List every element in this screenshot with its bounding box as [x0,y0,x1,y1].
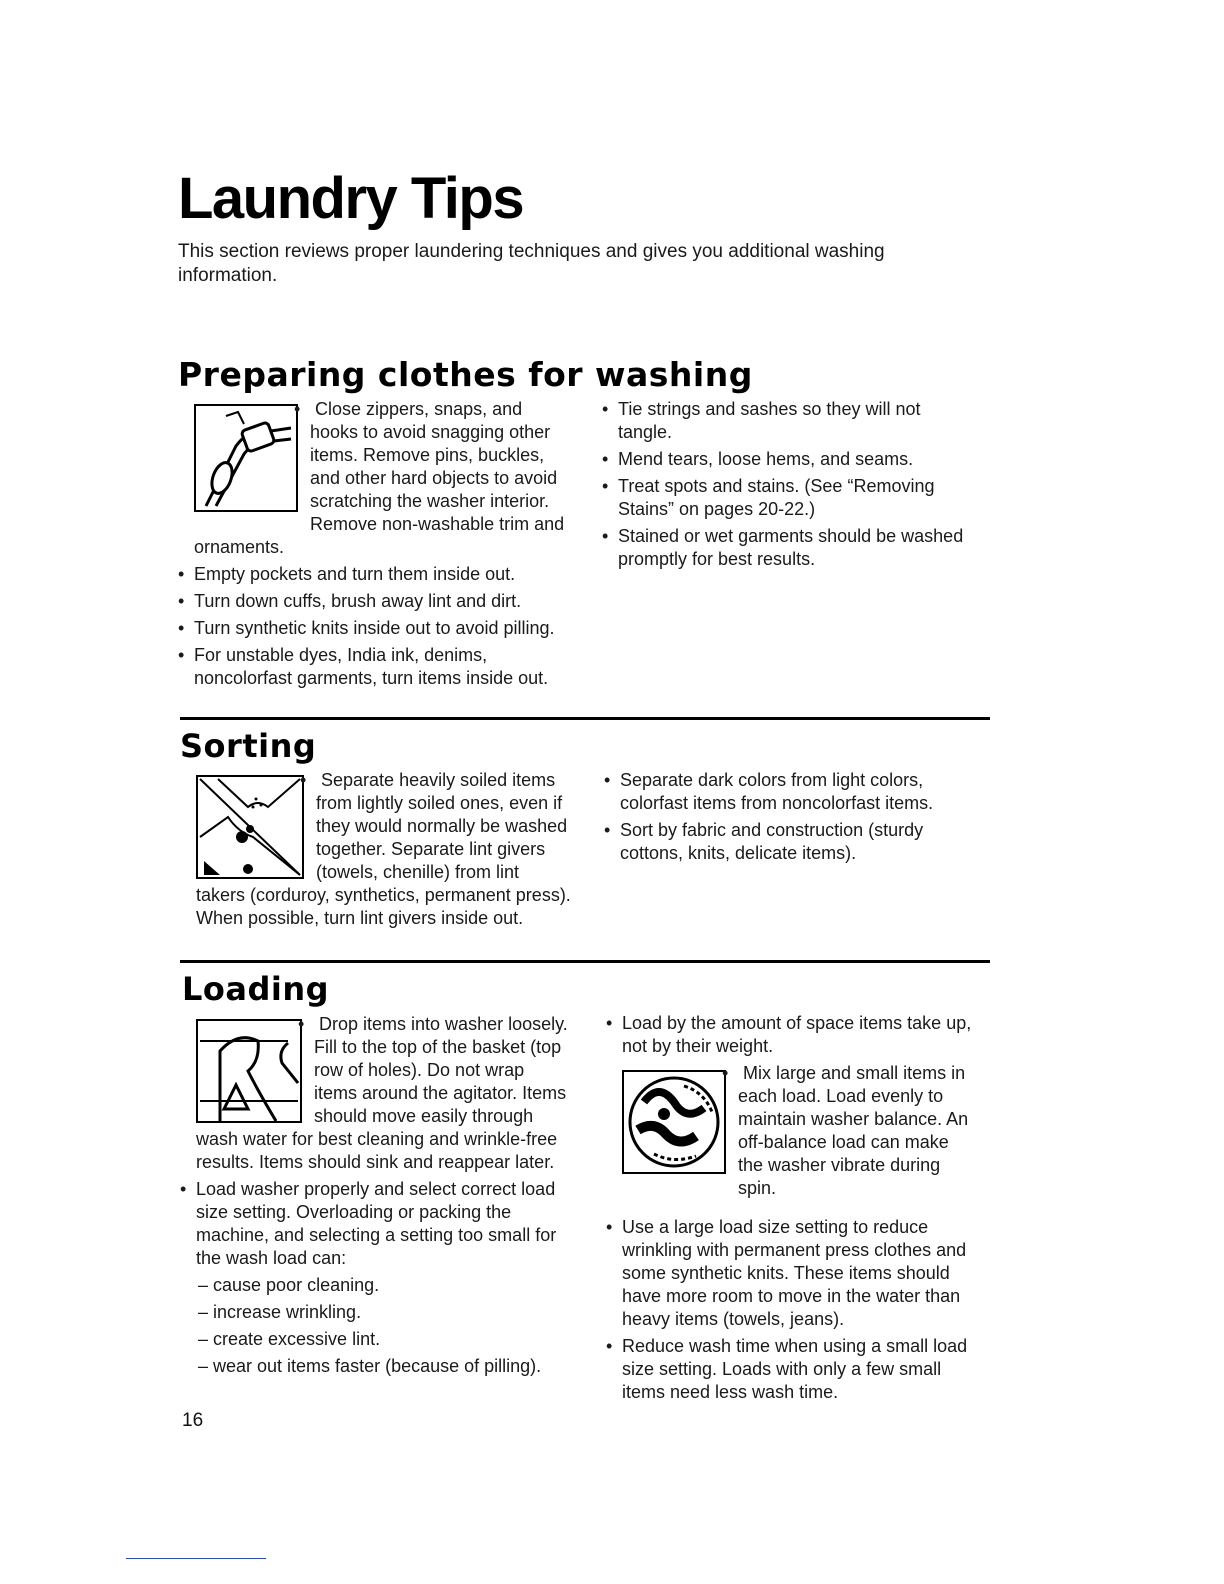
list-item: • Empty pockets and turn them inside out. [178,563,570,586]
loading-heading: Loading [182,970,330,1008]
sorting-icon [196,775,304,879]
list-item: • Turn down cuffs, brush away lint and dirt. [178,590,570,613]
list-item: • Load washer properly and select correct load size setting. Overloading or packing the machine, and selecting a setting too small for the wash load can: [180,1178,572,1270]
section-divider [180,717,990,720]
list-item: • Tie strings and sashes so they will not tangle. [602,398,972,444]
sorting-heading: Sorting [180,727,317,765]
basket-icon [196,1019,302,1123]
list-item: • Sort by fabric and construction (sturdy cottons, knits, delicate items). [604,819,974,865]
preparing-left-column [178,398,570,694]
zipper-icon [194,404,298,512]
page-number: 16 [182,1410,204,1431]
list-item: • Mend tears, loose hems, and seams. [602,448,972,471]
list-item: • Separate heavily soiled items from lightly soiled ones, even if they would normally be washed together. Separate lint givers (towels, chenille) from lint takers (corduroy, synthetics, permanent press). When possible, turn lint givers inside out. [180,769,572,930]
list-item: • Load by the amount of space items take up, not by their weight. [606,1012,972,1058]
list-item: • Treat spots and stains. (See “Removing Stains” on pages 20-22.) [602,475,972,521]
preparing-right-column [602,398,972,575]
list-item: • Drop items into washer loosely. Fill to the top of the basket (top row of holes). Do not wrap items around the agitator. Items should move easily through wash water for best cleaning and wrinkle-free results. Items should sink and reappear later. [180,1013,572,1174]
sorting-right-column [604,769,974,869]
loading-left-column [180,1013,572,1382]
sorting-left-column [180,769,572,934]
preparing-heading: Preparing clothes for washing [178,355,753,394]
list-item: • Separate dark colors from light colors, colorfast items from noncolorfast items. [604,769,974,815]
section-divider [180,960,990,963]
list-item: • For unstable dyes, India ink, denims, noncolorfast garments, turn items inside out. [178,644,570,690]
sub-item: – wear out items faster (because of pilling). [198,1356,542,1376]
list-item: • Use a large load size setting to reduce wrinkling with permanent press clothes and some synthetic knits. These items should have more room to move in the water than heavy items (towels, jeans). [606,1216,972,1331]
sub-item: – increase wrinkling. [198,1302,362,1322]
list-item: • Close zippers, snaps, and hooks to avoid snagging other items. Remove pins, buckles, and other hard objects to avoid scratching the washer interior. Remove non-washable trim and ornaments. [178,398,570,559]
list-item: • Turn synthetic knits inside out to avoid pilling. [178,617,570,640]
sub-item: – create excessive lint. [198,1329,381,1349]
page-title: Laundry Tips [178,166,524,231]
list-item: • Reduce wash time when using a small load size setting. Loads with only a few small items need less wash time. [606,1335,972,1404]
intro-paragraph: This section reviews proper laundering techniques and gives you additional washing information. [178,241,885,286]
list-item: • Mix large and small items in each load. Load evenly to maintain washer balance. An off-balance load can make the washer vibrate during spin. [606,1062,972,1200]
loading-right-column [606,1012,972,1408]
sub-item: – cause poor cleaning. [198,1275,380,1295]
load-balance-icon [622,1070,726,1174]
footer-rule [126,1558,266,1559]
list-item: • Stained or wet garments should be washed promptly for best results. [602,525,972,571]
